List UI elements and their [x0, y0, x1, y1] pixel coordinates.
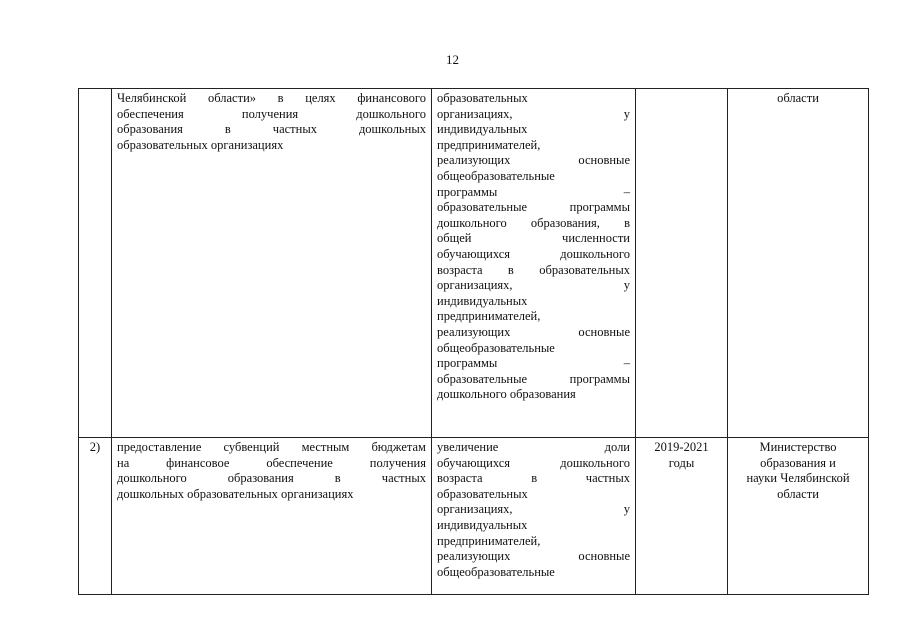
period-lines — [641, 440, 722, 471]
text-line: на финансовое обеспечение получения — [117, 455, 426, 470]
row-number-cell: 2) — [79, 438, 112, 595]
text-line: образования в частных дошкольных — [117, 122, 426, 137]
text-line: программы – — [437, 184, 630, 199]
text-line: индивидуальных — [437, 517, 528, 532]
text-line: предпринимателей, — [437, 309, 541, 324]
event-cell — [112, 438, 432, 595]
event-cell — [112, 89, 432, 438]
table-row — [79, 89, 869, 438]
text-line: увеличение доли — [437, 440, 630, 454]
responsible-lines — [733, 440, 863, 502]
text-line: образовательных — [437, 91, 528, 105]
text-line: индивидуальных — [437, 293, 528, 308]
text-line: реализующих основные — [437, 549, 630, 564]
indicator-lines — [437, 91, 630, 403]
text-line: годы — [668, 455, 695, 470]
text-line: реализующих основные — [437, 324, 630, 339]
text-line: возраста в образовательных — [437, 262, 630, 277]
text-line: области — [777, 91, 819, 105]
responsible-cell — [728, 438, 869, 595]
period-cell — [636, 89, 728, 438]
text-line: обучающихся дошкольного — [437, 246, 630, 261]
text-line: общей численности — [437, 231, 630, 246]
indicator-cell — [432, 438, 636, 595]
text-line: Челябинской области» в целях финансового — [117, 91, 426, 105]
text-line: реализующих основные — [437, 153, 630, 168]
text-line: индивидуальных — [437, 122, 528, 137]
text-line: дошкольного образования в частных — [117, 471, 426, 486]
text-line: организациях, у — [437, 502, 630, 517]
text-line: образовательные программы — [437, 200, 630, 215]
text-line: дошкольных образовательных организациях — [117, 486, 354, 501]
text-line: образовательные программы — [437, 371, 630, 386]
text-line: 2019-2021 — [654, 440, 709, 454]
text-line: дошкольного образования — [437, 387, 576, 402]
responsible-lines — [733, 91, 863, 107]
text-line: образовательных — [437, 486, 528, 501]
text-line: обеспечения получения дошкольного — [117, 106, 426, 121]
text-line: науки Челябинской — [746, 471, 850, 486]
program-table — [78, 88, 869, 595]
table-row — [79, 438, 869, 595]
text-line: программы – — [437, 356, 630, 371]
text-line: обучающихся дошкольного — [437, 455, 630, 470]
text-line: образования и — [760, 455, 836, 470]
text-line: возраста в частных — [437, 471, 630, 486]
text-line: области — [777, 486, 819, 501]
text-line: предпринимателей, — [437, 137, 541, 152]
responsible-cell — [728, 89, 869, 438]
text-line: общеобразовательные — [437, 168, 555, 183]
text-line: предпринимателей, — [437, 533, 541, 548]
page-number: 12 — [446, 52, 459, 67]
row-number-cell — [79, 89, 112, 438]
text-line: организациях, у — [437, 278, 630, 293]
text-line: общеобразовательные — [437, 340, 555, 355]
text-line: общеобразовательные — [437, 564, 555, 579]
indicator-lines — [437, 440, 630, 580]
text-line: организациях, у — [437, 106, 630, 121]
event-lines — [117, 91, 426, 153]
text-line: предоставление субвенций местным бюджетам — [117, 440, 426, 454]
text-line: образовательных организациях — [117, 137, 284, 152]
indicator-cell — [432, 89, 636, 438]
event-lines — [117, 440, 426, 502]
text-line: Министерство — [759, 440, 837, 454]
period-cell — [636, 438, 728, 595]
text-line: дошкольного образования, в — [437, 215, 630, 230]
